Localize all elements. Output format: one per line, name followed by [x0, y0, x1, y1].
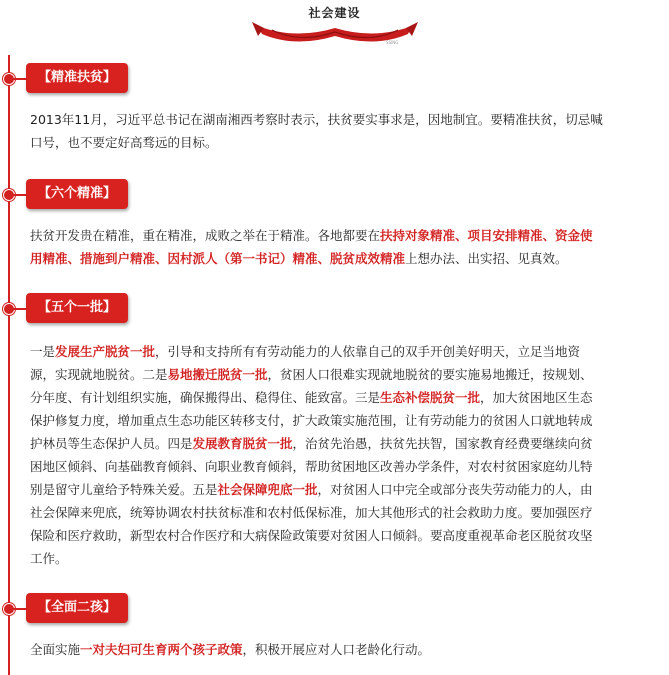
highlighted-term: 一对夫妇可生育两个孩子政策 [80, 642, 243, 657]
text-line [30, 455, 669, 478]
timeline-connector [10, 308, 26, 310]
text-line [30, 224, 669, 247]
section-tag-two-child: 【全面二孩】 [26, 593, 128, 623]
text-segment: 分年度、有计划组织实施，确保搬得出、稳得住、能致富。三是 [30, 390, 381, 405]
ribbon-decoration [250, 18, 420, 48]
text-line [30, 363, 669, 386]
text-segment: 上想办法、出实招、见真效。 [405, 251, 568, 266]
text-segment: 保护修复力度，增加重点生态功能区转移支付，扩大政策实施范围，让有劳动能力的贫困人口就地转成 [30, 413, 593, 428]
highlighted-term: 发展生产脱贫一批 [55, 344, 156, 359]
text-segment: ，治贫先治愚，扶贫先扶智，国家教育经费要继续向贫 [292, 436, 593, 451]
page-header [0, 0, 669, 50]
text-segment: ，引导和支持所有有劳动能力的人依靠自己的双手开创美好明天，立足当地资 [155, 344, 581, 359]
text-segment: 保险和医疗救助，新型农村合作医疗和大病保险政策要对贫困人口倾斜。要高度重视革命老区脱贫攻坚 [30, 528, 593, 543]
highlighted-term: 扶持对象精准、项目安排精准、资金使 [380, 228, 593, 243]
text-segment: ，加大贫困地区生态 [480, 390, 593, 405]
timeline-connector [10, 78, 26, 80]
text-line [30, 547, 669, 570]
highlighted-term: 生态补偿脱贫一批 [380, 390, 481, 405]
text-line [30, 131, 669, 154]
text-line [30, 524, 669, 547]
text-segment: ，对贫困人口中完全或部分丧失劳动能力的人，由 [317, 482, 593, 497]
text-line [30, 409, 669, 432]
text-line [30, 478, 669, 501]
text-segment: 社会保障来兜底，统筹协调农村扶贫标准和农村低保标准，加大其他形式的社会救助力度。要加强医疗 [30, 505, 593, 520]
section-text-two-child [30, 638, 669, 661]
highlighted-term: 社会保障兜底一批 [217, 482, 318, 497]
highlighted-term: 易地搬迁脱贫一批 [167, 367, 268, 382]
text-segment: 口号，也不要定好高骛远的目标。 [30, 135, 218, 150]
section-tag-five-batches: 【五个一批】 [26, 293, 128, 323]
timeline-connector [10, 194, 26, 196]
text-line [30, 340, 669, 363]
text-segment: 工作。 [30, 551, 68, 566]
text-segment: ，贫困人口很难实现就地脱贫的要实施易地搬迁，按规划、 [267, 367, 593, 382]
highlighted-term: 用精准、措施到户精准、因村派人（第一书记）精准、脱贫成效精准 [30, 251, 406, 266]
ribbon-watermark: SSING [386, 40, 399, 45]
text-segment: 一是 [30, 344, 56, 359]
text-line [30, 638, 669, 661]
text-segment: 护林员等生态保护人员。四是 [30, 436, 193, 451]
text-segment: ，积极开展应对人口老龄化行动。 [242, 642, 431, 657]
text-segment: 别是留守儿童给予特殊关爱。五是 [30, 482, 218, 497]
text-segment: 困地区倾斜、向基础教育倾斜、向职业教育倾斜，帮助贫困地区改善办学条件，对农村贫困家庭幼儿特 [30, 459, 593, 474]
text-segment: 全面实施 [30, 642, 81, 657]
text-segment: 扶贫开发贵在精准，重在精准，成败之举在于精准。各地都要在 [30, 228, 381, 243]
highlighted-term: 发展教育脱贫一批 [192, 436, 293, 451]
timeline-connector [10, 608, 26, 610]
text-line [30, 108, 669, 131]
section-text-precision-poverty [30, 108, 669, 154]
section-text-five-batches [30, 340, 669, 570]
section-tag-precision-poverty: 【精准扶贫】 [26, 63, 128, 93]
text-line [30, 247, 669, 270]
timeline-line [8, 55, 10, 675]
section-tag-six-precisions: 【六个精准】 [26, 179, 128, 209]
text-line [30, 432, 669, 455]
text-line [30, 386, 669, 409]
text-segment: 2013年11月，习近平总书记在湖南湘西考察时表示，扶贫要实事求是，因地制宜。要精准扶贫，切忌喊 [30, 112, 603, 127]
text-line [30, 501, 669, 524]
text-segment: 源，实现就地脱贫。二是 [30, 367, 168, 382]
section-text-six-precisions [30, 224, 669, 270]
page-title: 社会建设 [308, 6, 361, 20]
